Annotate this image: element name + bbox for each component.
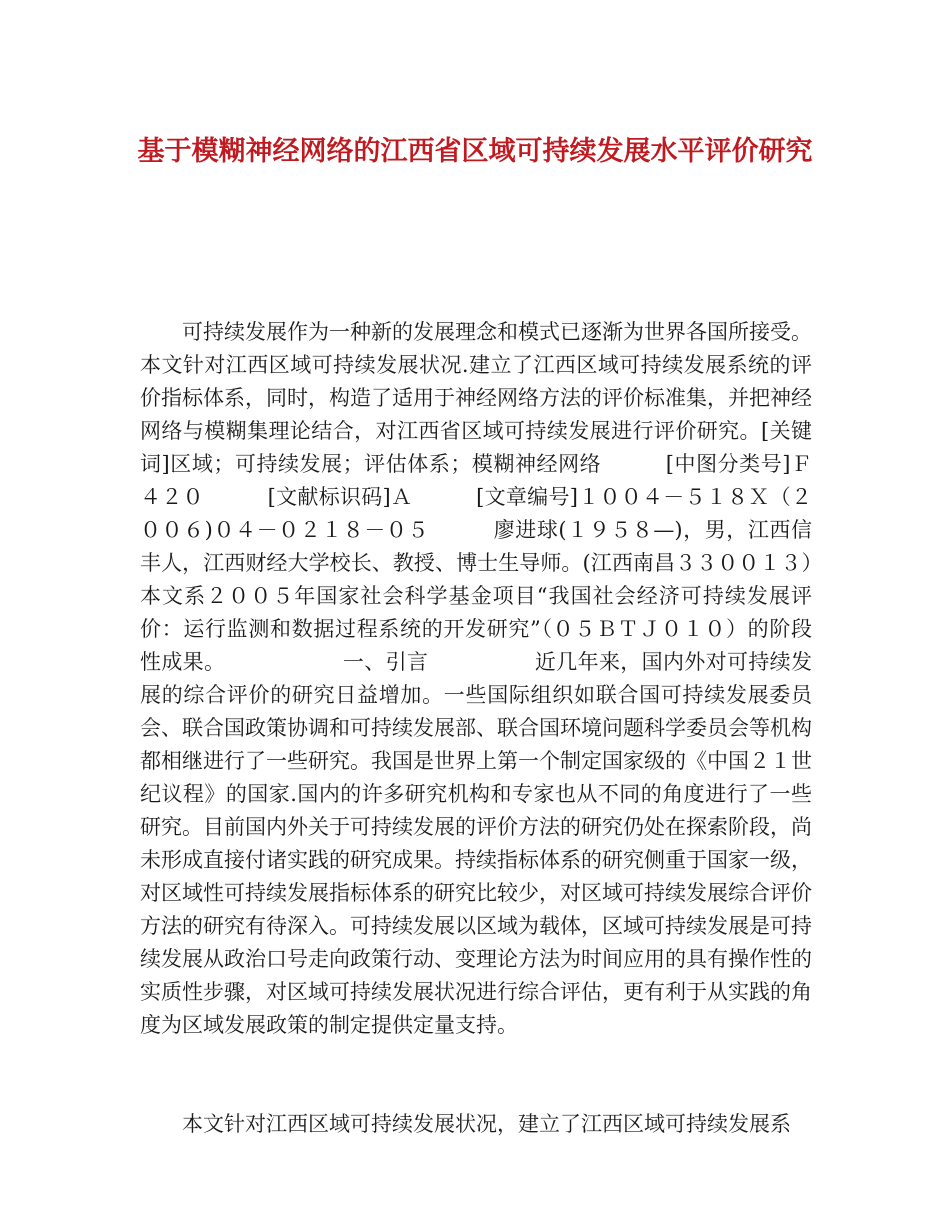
document-body [140, 250, 875, 1207]
document-title: 基于模糊神经网络的江西省区域可持续发展水平评价研究 [137, 136, 813, 167]
paragraph-continuation: 本文针对江西区域可持续发展状况，建立了江西区域可持续发展系 [140, 1112, 791, 1136]
paragraph-abstract-and-introduction: 可持续发展作为一种新的发展理念和模式已逐渐为世界各国所接受。本文针对江西区域可持续发展状况.建立了江西区域可持续发展系统的评价指标体系，同时，构造了适用于神经网络方法的评价标准集，并把神经网络与模糊集理论结合，对江西省区域可持续发展进行评价研究。[关键词]区域；可持续发展；评估体系；模糊神经网络 [中图分类号]Ｆ４２０ [文献标识码]Ａ [文章编号]１００４－５１８Ｘ（２００６)０４－０２１８－０５ 廖进球(１９５８—)，男，江西信丰人，江西财经大学校长、教授、博士生导师。(江西南昌３３００１３） 本文系２００５年国家社会科学基金项目“我国社会经济可持续发展评价：运行监测和数据过程系统的开发研究”（０５ＢＴＪ０１０）的阶段性成果。 一、引言 近几年来，国内外对可持续发展的综合评价的研究日益增加。一些国际组织如联合国可持续发展委员会、联合国政策协调和可持续发展部、联合国环境问题科学委员会等机构都相继进行了一些研究。我国是世界上第一个制定国家级的《中国２１世纪议程》的国家.国内的许多研究机构和专家也从不同的角度进行了一些研究。目前国内外关于可持续发展的评价方法的研究仍处在探索阶段，尚未形成直接付诸实践的研究成果。持续指标体系的研究侧重于国家一级，对区域性可持续发展指标体系的研究比较少，对区域可持续发展综合评价方法的研究有待深入。可持续发展以区域为载体，区域可持续发展是可持续发展从政治口号走向政策行动、变理论方法为时间应用的具有操作性的实质性步骤，对区域可持续发展状况进行综合评估，更有利于从实践的角度为区域发展政策的制定提供定量支持。 [140, 320, 875, 1037]
